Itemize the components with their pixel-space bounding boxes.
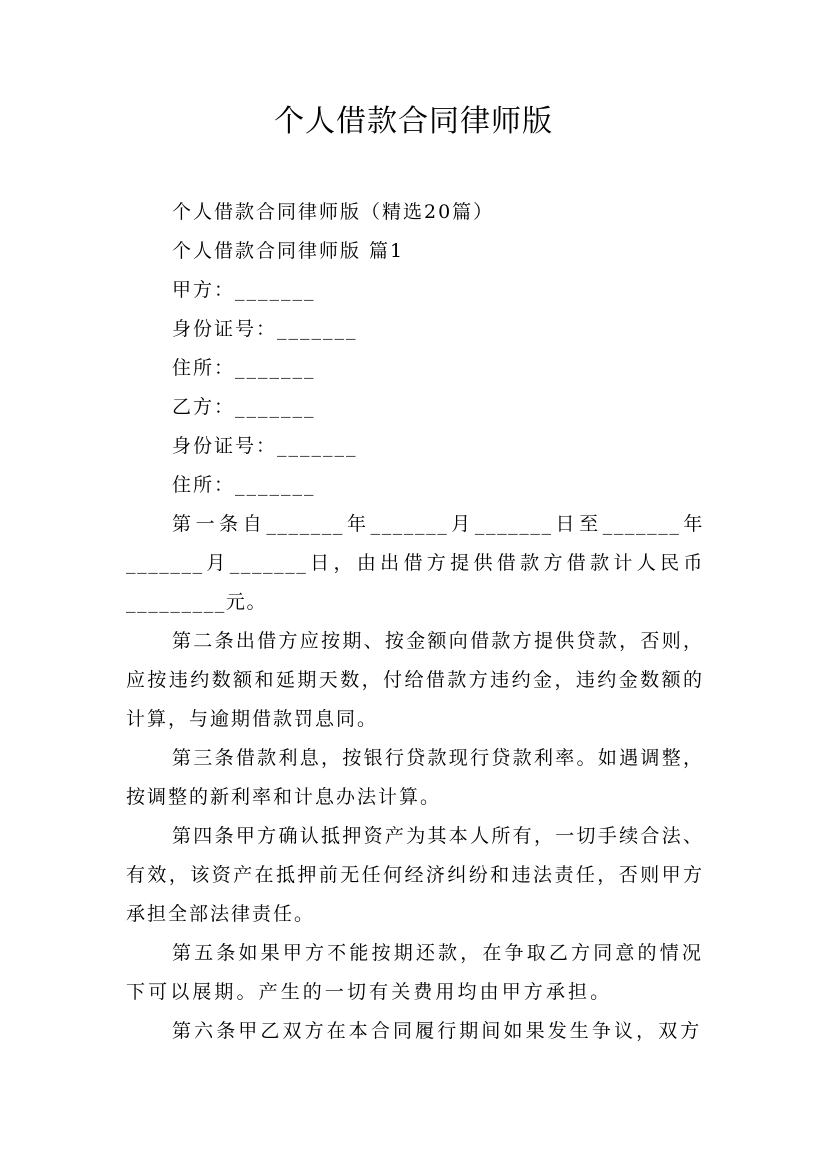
party-b-address-field: 住所：_______ <box>172 474 316 496</box>
article-1: 第一条自_______年_______月_______日至_______年_______月_______日，由出借方提供借款方借款计人民币_________元。 <box>126 513 704 613</box>
document-subtitle: 个人借款合同律师版（精选20篇） <box>172 201 495 223</box>
party-a-address-field: 住所：_______ <box>172 357 316 379</box>
article-4: 第四条甲方确认抵押资产为其本人所有，一切手续合法、有效，该资产在抵押前无任何经济纠纷和违法责任，否则甲方承担全部法律责任。 <box>126 825 704 925</box>
article-6: 第六条甲乙双方在本合同履行期间如果发生争议，双方 <box>172 1020 703 1042</box>
article-2: 第二条出借方应按期、按金额向借款方提供贷款，否则，应按违约数额和延期天数，付给借款方违约金，违约金数额的计算，与逾期借款罚息同。 <box>126 630 704 730</box>
party-b-field: 乙方：_______ <box>172 396 316 418</box>
document-body <box>126 193 704 1051</box>
party-b-id-field: 身份证号：_______ <box>172 435 358 457</box>
party-a-field: 甲方：_______ <box>172 279 316 301</box>
article-3: 第三条借款利息，按银行贷款现行贷款利率。如遇调整，按调整的新利率和计息办法计算。 <box>126 747 704 808</box>
document-title: 个人借款合同律师版 <box>274 104 553 139</box>
party-a-id-field: 身份证号：_______ <box>172 318 358 340</box>
article-5: 第五条如果甲方不能按期还款，在争取乙方同意的情况下可以展期。产生的一切有关费用均由甲方承担。 <box>126 942 704 1003</box>
section-heading: 个人借款合同律师版 篇1 <box>172 240 405 262</box>
